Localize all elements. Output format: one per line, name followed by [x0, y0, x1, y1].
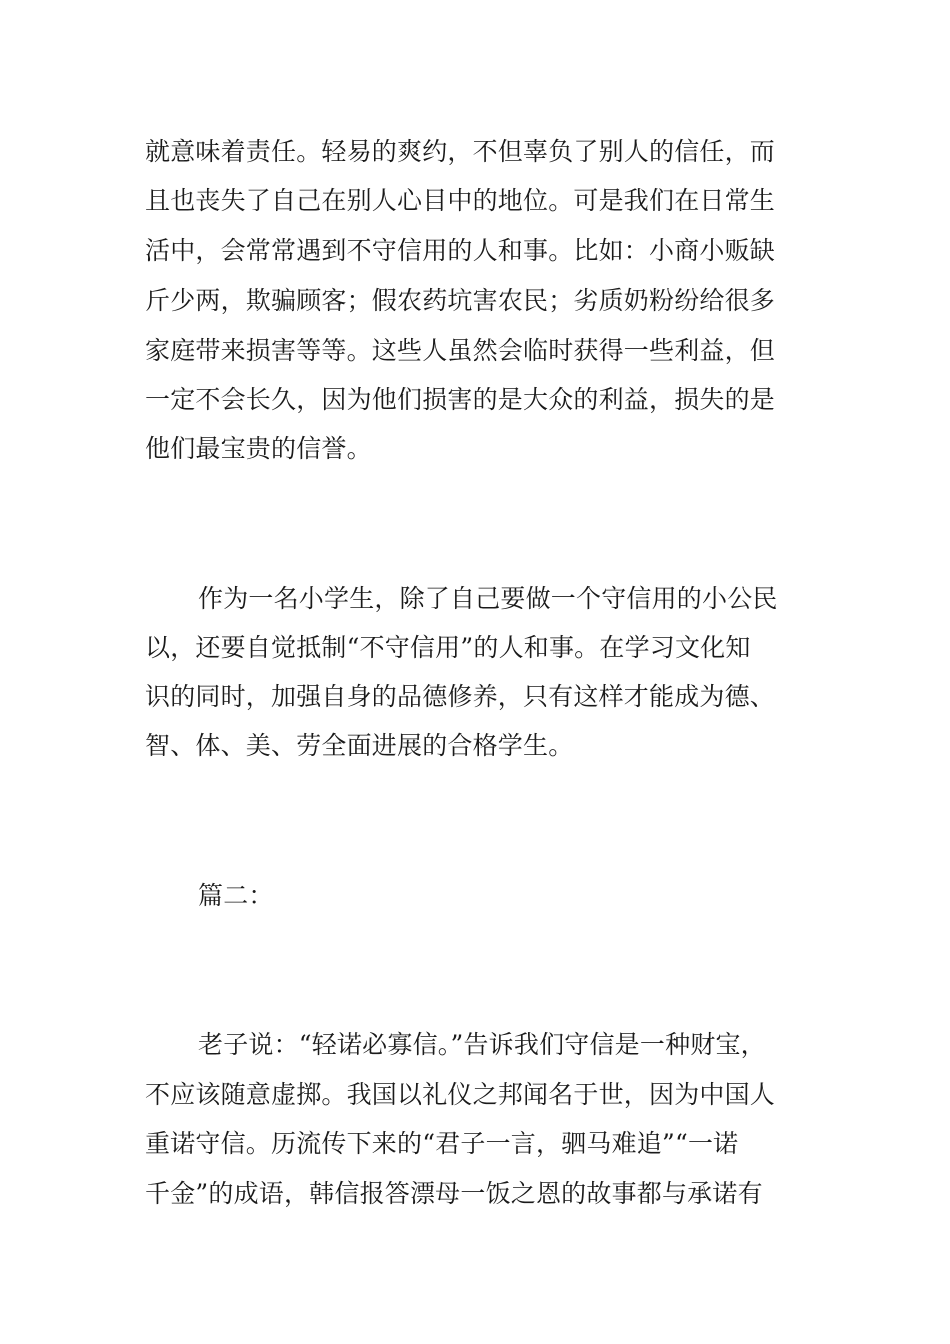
text-line: 以，还要自觉抵制“不守信用”的人和事。在学习文化知 — [145, 633, 751, 662]
text-line: 就意味着责任。轻易的爽约，不但辜负了别人的信任，而 — [145, 137, 776, 166]
section-heading: 篇二： — [198, 881, 274, 910]
text-line: 千金”的成语，韩信报答漂母一饭之恩的故事都与承诺有 — [145, 1179, 763, 1208]
text-line: 且也丧失了自己在别人心目中的地位。可是我们在日常生 — [145, 186, 776, 215]
text-line: 智、体、美、劳全面进展的合格学生。 — [145, 731, 574, 760]
text-line: 识的同时，加强自身的品德修养，只有这样才能成为德、 — [145, 682, 776, 711]
text-line: 他们最宝贵的信誉。 — [145, 434, 372, 463]
text-line: 活中，会常常遇到不守信用的人和事。比如：小商小贩缺 — [145, 236, 776, 265]
text-line: 不应该随意虚掷。我国以礼仪之邦闻名于世，因为中国人 — [145, 1080, 776, 1109]
text-line: 斤少两，欺骗顾客；假农药坑害农民；劣质奶粉纷给很多 — [145, 286, 776, 315]
text-line: 家庭带来损害等等。这些人虽然会临时获得一些利益，但 — [145, 336, 776, 365]
text-line: 一定不会长久，因为他们损害的是大众的利益，损失的是 — [145, 385, 776, 414]
text-line: 重诺守信。历流传下来的“君子一言，驷马难追”“一诺 — [145, 1129, 739, 1158]
text-line: 作为一名小学生，除了自己要做一个守信用的小公民 — [198, 584, 778, 613]
text-line: 老子说：“轻诺必寡信。”告诉我们守信是一种财宝， — [198, 1030, 766, 1059]
